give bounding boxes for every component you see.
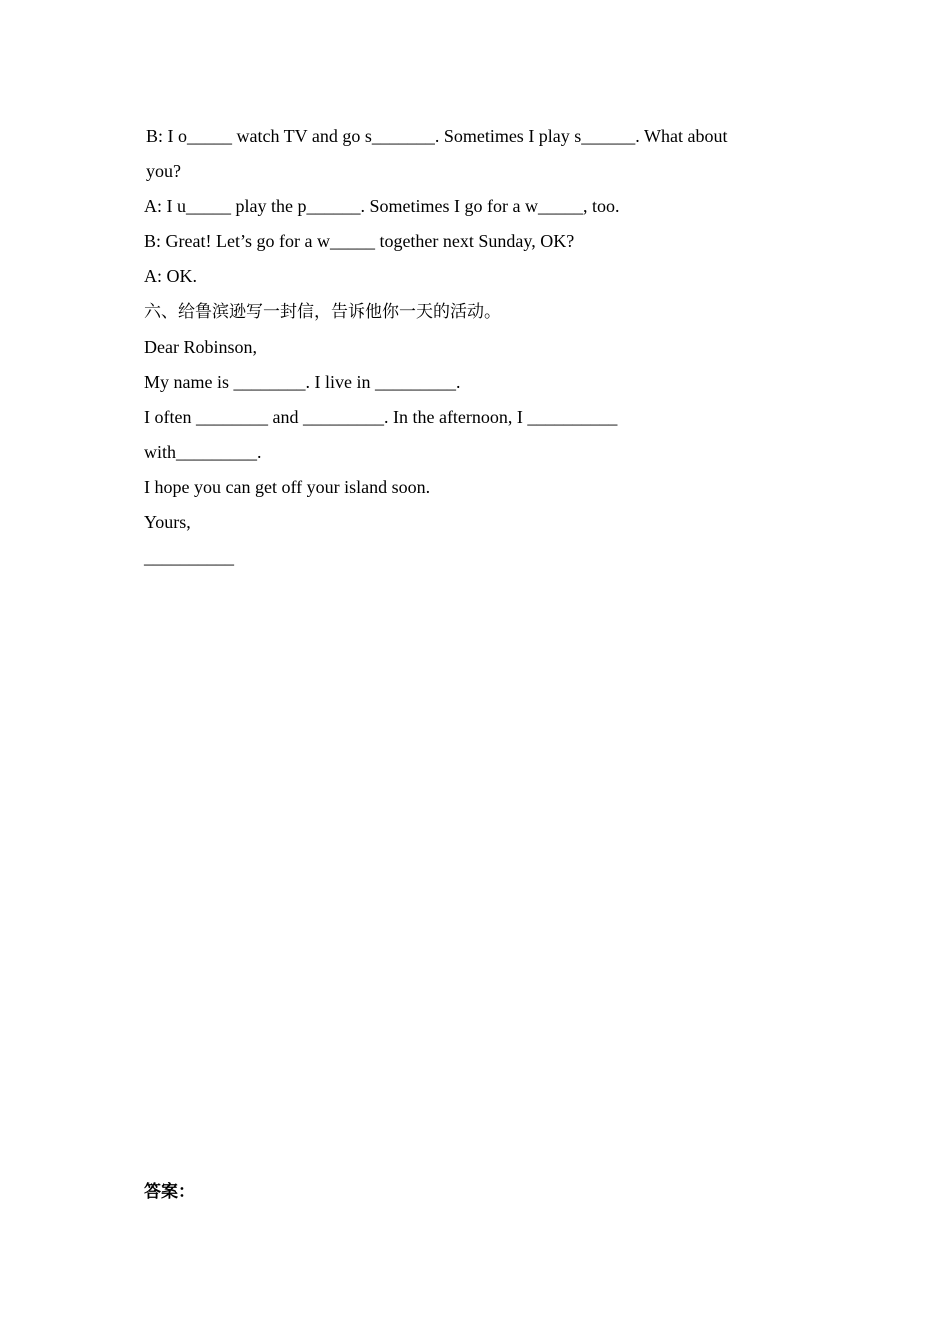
letter-closing: Yours,: [144, 512, 191, 532]
letter-signature-blank: __________: [144, 547, 234, 567]
section-six-heading: 六、给鲁滨逊写一封信，告诉他你一天的活动。: [144, 302, 501, 322]
letter-salutation: Dear Robinson,: [144, 337, 257, 357]
letter-line-name: My name is ________. I live in _________.: [144, 372, 461, 392]
letter-line-hope: I hope you can get off your island soon.: [144, 477, 431, 497]
letter-line-with: with_________.: [144, 442, 262, 462]
dialogue-line-a1: A: I u_____ play the p______. Sometimes I go for a w_____, too.: [144, 196, 620, 216]
dialogue-line-a2: A: OK.: [144, 266, 197, 286]
dialogue-line-b1: B: I o_____ watch TV and go s_______. Sometimes I play s______. What about: [146, 126, 728, 146]
dialogue-line-b2: B: Great! Let’s go for a w_____ together next Sunday, OK?: [144, 231, 575, 251]
dialogue-line-b1-continued: you?: [146, 161, 181, 181]
letter-line-activities: I often ________ and _________. In the afternoon, I __________: [144, 407, 618, 427]
answer-heading: 答案：: [144, 1182, 195, 1202]
